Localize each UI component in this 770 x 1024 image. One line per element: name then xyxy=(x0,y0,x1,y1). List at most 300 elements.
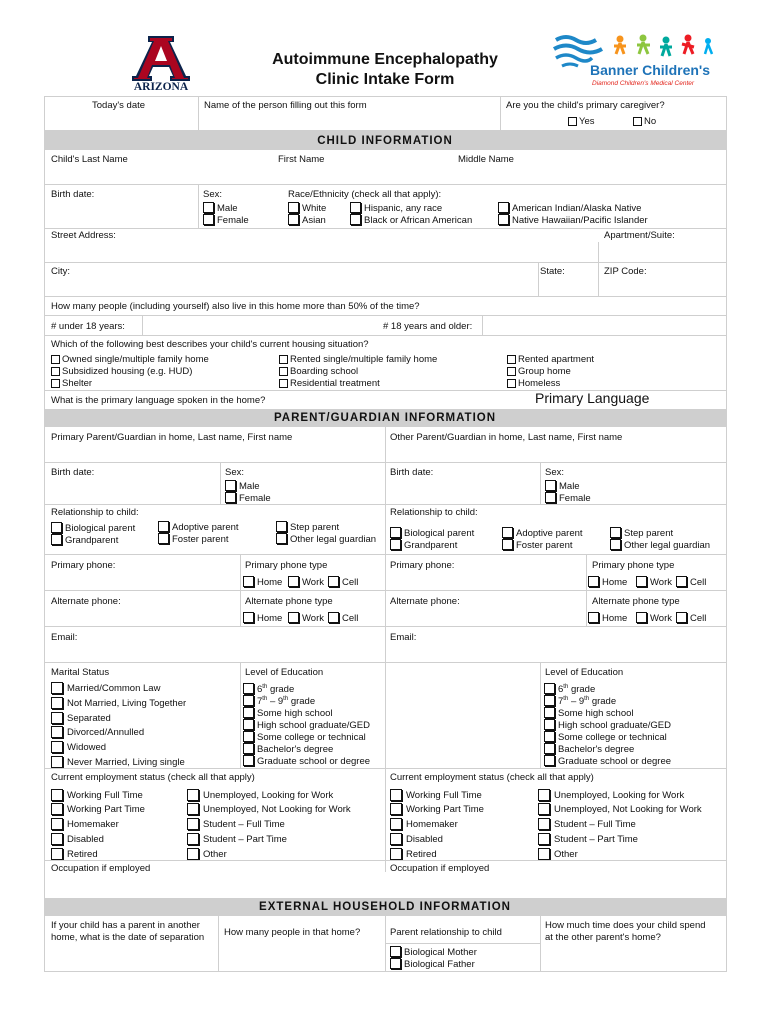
option-label: Home xyxy=(257,613,283,624)
housing-question: Which of the following best describes your child's current housing situation? xyxy=(51,339,369,350)
option-label: 7 xyxy=(257,696,263,707)
parent1-emp-part-time-option[interactable] xyxy=(51,803,145,815)
checkbox[interactable] xyxy=(276,533,287,544)
parent1-edu-7-9-option[interactable] xyxy=(243,695,315,707)
primary-parent-name-label: Primary Parent/Guardian in home, Last name, First name xyxy=(51,432,293,443)
option-label: Work xyxy=(650,613,672,624)
checkbox[interactable] xyxy=(243,743,254,754)
option-label: Work xyxy=(302,577,324,588)
parent1-education-label: Level of Education xyxy=(245,667,324,678)
checkbox[interactable] xyxy=(225,480,236,491)
option-label: Some high school xyxy=(257,708,333,719)
row-line xyxy=(385,943,540,944)
parent2-edu-graduate-option[interactable] xyxy=(544,755,671,767)
parent1-emp-disabled-option[interactable] xyxy=(51,833,104,845)
housing-subsidized-option[interactable] xyxy=(51,366,192,377)
col-line xyxy=(240,590,241,626)
parent1-alternate-phone-type-label: Alternate phone type xyxy=(245,596,333,607)
checkbox[interactable] xyxy=(390,789,402,801)
parent2-step-option[interactable] xyxy=(610,527,673,539)
parent2-emp-other-option[interactable] xyxy=(538,848,578,860)
separation-date-question-line2: home, what is the date of separation xyxy=(51,932,205,943)
checkbox[interactable] xyxy=(187,833,199,845)
parent2-primary-home-option[interactable] xyxy=(588,576,627,588)
checkbox[interactable] xyxy=(243,731,254,742)
parent2-foster-option[interactable] xyxy=(502,539,573,551)
checkbox[interactable] xyxy=(636,612,647,623)
primary-language-input[interactable]: Primary Language xyxy=(535,390,650,406)
banner-logo-text: Banner Children's xyxy=(590,62,711,78)
option-label: Working Full Time xyxy=(67,790,143,801)
col-line xyxy=(385,427,386,872)
checkbox[interactable] xyxy=(390,848,402,860)
parent1-emp-full-time-option[interactable] xyxy=(51,789,143,801)
option-label: Adoptive parent xyxy=(516,528,583,539)
checkbox[interactable] xyxy=(390,958,401,969)
option-label: Unemployed, Not Looking for Work xyxy=(554,804,702,815)
children-figures-icon xyxy=(608,34,718,64)
superscript: th xyxy=(563,696,569,702)
checkbox[interactable] xyxy=(276,521,287,532)
child-sex-male-option[interactable] xyxy=(203,202,238,214)
parent2-other-legal-option[interactable] xyxy=(610,539,710,551)
checkbox[interactable] xyxy=(544,719,555,730)
col-line xyxy=(598,262,599,296)
checkbox[interactable] xyxy=(498,214,509,225)
checkbox[interactable] xyxy=(610,539,621,550)
parent1-relationship-label: Relationship to child: xyxy=(51,507,139,518)
checkbox[interactable] xyxy=(676,576,687,587)
parent2-female-option[interactable] xyxy=(545,492,591,504)
race-black-option[interactable] xyxy=(350,214,472,226)
option-label: Rented apartment xyxy=(518,354,595,365)
parent2-emp-student-part-option[interactable] xyxy=(538,833,638,845)
parent2-emp-full-time-option[interactable] xyxy=(390,789,482,801)
superscript: th xyxy=(563,684,569,690)
housing-residential-option[interactable] xyxy=(279,378,380,389)
checkbox[interactable] xyxy=(243,719,254,730)
caregiver-no-option[interactable] xyxy=(633,116,656,127)
parent2-edu-some-college-option[interactable] xyxy=(544,731,667,743)
arizona-a-icon xyxy=(128,34,194,82)
option-label: Biological Father xyxy=(404,959,475,970)
checkbox[interactable] xyxy=(243,707,254,718)
checkbox[interactable] xyxy=(225,492,236,503)
checkbox[interactable] xyxy=(51,756,63,768)
marital-not-married-option[interactable] xyxy=(51,697,186,709)
option-label: Residential treatment xyxy=(290,378,380,389)
option-label: Step parent xyxy=(290,522,340,533)
option-label: Other legal guardian xyxy=(624,540,711,551)
row-line xyxy=(44,504,726,505)
parent2-alternate-home-option[interactable] xyxy=(588,612,627,624)
parent1-edu-some-college-option[interactable] xyxy=(243,731,366,743)
parent2-edu-6th-option[interactable] xyxy=(544,683,595,695)
parent1-female-option[interactable] xyxy=(225,492,271,504)
checkbox[interactable] xyxy=(243,683,254,694)
bio-father-option[interactable] xyxy=(390,958,475,970)
checkbox[interactable] xyxy=(507,355,516,364)
parent2-emp-homemaker-option[interactable] xyxy=(390,818,458,830)
checkbox[interactable] xyxy=(288,612,299,623)
race-hawaiian-option[interactable] xyxy=(498,214,648,226)
parent2-biological-option[interactable] xyxy=(390,527,474,539)
housing-rented-apartment-option[interactable] xyxy=(507,354,594,365)
apartment-label: Apartment/Suite: xyxy=(604,230,675,241)
form-title-line1: Autoimmune Encephalopathy xyxy=(272,51,498,68)
child-middle-name-label: Middle Name xyxy=(458,154,514,165)
parent2-edu-bachelors-option[interactable] xyxy=(544,743,634,755)
todays-date-label: Today's date xyxy=(92,100,146,111)
checkbox[interactable] xyxy=(243,612,254,623)
option-label: Some college or technical xyxy=(558,732,667,743)
option-label: High school graduate/GED xyxy=(558,720,672,731)
checkbox[interactable] xyxy=(350,202,361,213)
option-label: Working Part Time xyxy=(67,804,145,815)
parent1-emp-other-option[interactable] xyxy=(187,848,227,860)
checkbox[interactable] xyxy=(51,741,63,753)
university-of-arizona-logo xyxy=(128,34,194,96)
checkbox[interactable] xyxy=(203,202,214,213)
marital-never-married-option[interactable] xyxy=(51,756,185,768)
option-label: Yes xyxy=(579,116,595,127)
housing-boarding-option[interactable] xyxy=(279,366,358,377)
marital-status-label: Marital Status xyxy=(51,667,110,678)
option-label: Retired xyxy=(406,849,437,860)
checkbox[interactable] xyxy=(51,697,63,709)
parent1-male-option[interactable] xyxy=(225,480,260,492)
checkbox[interactable] xyxy=(279,355,288,364)
checkbox[interactable] xyxy=(544,743,555,754)
checkbox[interactable] xyxy=(279,379,288,388)
checkbox[interactable] xyxy=(51,379,60,388)
checkbox[interactable] xyxy=(390,539,401,550)
checkbox[interactable] xyxy=(538,848,550,860)
checkbox[interactable] xyxy=(544,731,555,742)
parent2-alternate-cell-option[interactable] xyxy=(676,612,706,624)
marital-widowed-option[interactable] xyxy=(51,741,106,753)
option-label: Male xyxy=(217,203,238,214)
option-label: Unemployed, Looking for Work xyxy=(554,790,685,801)
option-label: Cell xyxy=(690,577,707,588)
person-filling-label: Name of the person filling out this form xyxy=(204,100,367,111)
option-label: Retired xyxy=(67,849,98,860)
people-in-home-question: How many people (including yourself) also live in this home more than 50% of the time? xyxy=(51,301,420,312)
checkbox[interactable] xyxy=(51,682,63,694)
checkbox[interactable] xyxy=(545,492,556,503)
checkbox[interactable] xyxy=(538,803,550,815)
parent1-primary-home-option[interactable] xyxy=(243,576,282,588)
parent1-alternate-phone-label: Alternate phone: xyxy=(51,596,121,607)
form-right-border xyxy=(726,96,727,972)
parent2-grandparent-option[interactable] xyxy=(390,539,457,551)
option-label: grade xyxy=(568,684,596,695)
option-label: Foster parent xyxy=(172,534,229,545)
other-parent-name-label: Other Parent/Guardian in home, Last name, First name xyxy=(390,432,623,443)
checkbox[interactable] xyxy=(51,355,60,364)
checkbox[interactable] xyxy=(610,527,621,538)
checkbox[interactable] xyxy=(538,789,550,801)
option-label: Owned single/multiple family home xyxy=(62,354,209,365)
parent2-primary-work-option[interactable] xyxy=(636,576,672,588)
option-label: Home xyxy=(257,577,283,588)
col-line xyxy=(198,96,199,130)
parent1-alternate-cell-option[interactable] xyxy=(328,612,358,624)
checkbox[interactable] xyxy=(502,527,513,538)
checkbox[interactable] xyxy=(288,576,299,587)
option-label: Cell xyxy=(342,613,359,624)
checkbox[interactable] xyxy=(51,803,63,815)
child-sex-female-option[interactable] xyxy=(203,214,249,226)
checkbox[interactable] xyxy=(51,833,63,845)
checkbox[interactable] xyxy=(390,527,401,538)
checkbox[interactable] xyxy=(243,576,254,587)
time-at-other-home-question-line2: at the other parent's home? xyxy=(545,932,661,943)
parent1-other-legal-option[interactable] xyxy=(276,533,376,545)
parent1-primary-cell-option[interactable] xyxy=(328,576,358,588)
option-label: 6 xyxy=(558,684,564,695)
child-first-name-label: First Name xyxy=(278,154,325,165)
col-line xyxy=(500,96,501,130)
option-label: Graduate school or degree xyxy=(558,756,672,767)
option-label: Cell xyxy=(342,577,359,588)
option-label: No xyxy=(644,116,657,127)
checkbox[interactable] xyxy=(588,576,599,587)
checkbox[interactable] xyxy=(51,726,63,738)
checkbox[interactable] xyxy=(51,818,63,830)
parent2-primary-phone-type-label: Primary phone type xyxy=(592,560,675,571)
parent2-emp-unemployed-not-looking-option[interactable] xyxy=(538,803,702,815)
parent1-emp-retired-option[interactable] xyxy=(51,848,98,860)
parent2-edu-hs-grad-option[interactable] xyxy=(544,719,671,731)
option-label: 6 xyxy=(257,684,263,695)
option-label: Step parent xyxy=(624,528,674,539)
option-label: Biological Mother xyxy=(404,947,477,958)
parent2-edu-some-hs-option[interactable] xyxy=(544,707,634,719)
checkbox[interactable] xyxy=(243,695,254,706)
row-line xyxy=(44,590,726,591)
option-label: White xyxy=(302,203,327,214)
parent2-alternate-phone-type-label: Alternate phone type xyxy=(592,596,680,607)
housing-owned-option[interactable] xyxy=(51,354,209,365)
option-label: American Indian/Alaska Native xyxy=(512,203,642,214)
row-line xyxy=(44,315,726,316)
parent1-primary-phone-label: Primary phone: xyxy=(51,560,116,571)
zip-label: ZIP Code: xyxy=(604,266,647,277)
parent2-emp-retired-option[interactable] xyxy=(390,848,437,860)
col-line xyxy=(220,462,221,504)
option-label: Working Full Time xyxy=(406,790,482,801)
checkbox[interactable] xyxy=(203,214,214,225)
child-sex-label: Sex: xyxy=(203,189,223,200)
bio-mother-option[interactable] xyxy=(390,946,477,958)
checkbox[interactable] xyxy=(633,117,642,126)
row-line xyxy=(44,96,726,97)
race-label: Race/Ethnicity (check all that apply): xyxy=(288,189,442,200)
checkbox[interactable] xyxy=(544,695,555,706)
checkbox[interactable] xyxy=(676,612,687,623)
option-label: Female xyxy=(559,493,591,504)
parent1-grandparent-option[interactable] xyxy=(51,534,118,546)
option-label: Working Part Time xyxy=(406,804,484,815)
checkbox[interactable] xyxy=(545,480,556,491)
housing-rented-home-option[interactable] xyxy=(279,354,437,365)
parent1-edu-some-hs-option[interactable] xyxy=(243,707,333,719)
checkbox[interactable] xyxy=(544,683,555,694)
checkbox[interactable] xyxy=(568,117,577,126)
checkbox[interactable] xyxy=(507,379,516,388)
option-label: Asian xyxy=(302,215,326,226)
option-label: Grandparent xyxy=(404,540,458,551)
checkbox[interactable] xyxy=(51,367,60,376)
checkbox[interactable] xyxy=(51,534,62,545)
parent1-emp-student-part-option[interactable] xyxy=(187,833,287,845)
option-label: Some college or technical xyxy=(257,732,366,743)
checkbox[interactable] xyxy=(288,214,299,225)
checkbox[interactable] xyxy=(544,707,555,718)
parent2-primary-cell-option[interactable] xyxy=(676,576,706,588)
checkbox[interactable] xyxy=(390,946,401,957)
option-label: Divorced/Annulled xyxy=(67,727,145,738)
checkbox[interactable] xyxy=(636,576,647,587)
option-label: Homemaker xyxy=(67,819,119,830)
col-line xyxy=(240,662,241,768)
parent2-alternate-work-option[interactable] xyxy=(636,612,672,624)
checkbox[interactable] xyxy=(390,833,402,845)
option-label: Other xyxy=(554,849,578,860)
checkbox[interactable] xyxy=(51,789,63,801)
option-label: Some high school xyxy=(558,708,634,719)
checkbox[interactable] xyxy=(390,818,402,830)
parent2-adoptive-option[interactable] xyxy=(502,527,583,539)
superscript: th xyxy=(262,696,268,702)
col-line xyxy=(540,916,541,972)
parent2-birth-date-label: Birth date: xyxy=(390,467,434,478)
option-label: Group home xyxy=(518,366,571,377)
parent2-emp-unemployed-looking-option[interactable] xyxy=(538,789,684,801)
option-label: Foster parent xyxy=(516,540,573,551)
checkbox[interactable] xyxy=(498,202,509,213)
option-label: Hispanic, any race xyxy=(364,203,443,214)
child-birth-date-label: Birth date: xyxy=(51,189,95,200)
checkbox[interactable] xyxy=(187,848,199,860)
col-line xyxy=(482,315,483,335)
parent2-emp-disabled-option[interactable] xyxy=(390,833,443,845)
checkbox[interactable] xyxy=(187,803,199,815)
checkbox[interactable] xyxy=(538,833,550,845)
checkbox[interactable] xyxy=(288,202,299,213)
checkbox[interactable] xyxy=(507,367,516,376)
parent1-foster-option[interactable] xyxy=(158,533,229,545)
option-label: Separated xyxy=(67,713,111,724)
col-line xyxy=(540,662,541,768)
parent1-primary-work-option[interactable] xyxy=(288,576,324,588)
parent1-adoptive-option[interactable] xyxy=(158,521,239,533)
parent1-alternate-work-option[interactable] xyxy=(288,612,324,624)
checkbox[interactable] xyxy=(328,576,339,587)
marital-divorced-option[interactable] xyxy=(51,726,144,738)
parent1-emp-unemployed-looking-option[interactable] xyxy=(187,789,333,801)
parent-guardian-header: PARENT/GUARDIAN INFORMATION xyxy=(44,409,726,427)
housing-shelter-option[interactable] xyxy=(51,378,92,389)
parent1-emp-homemaker-option[interactable] xyxy=(51,818,119,830)
row-line xyxy=(44,971,726,972)
option-label: Student – Part Time xyxy=(554,834,638,845)
caregiver-yes-option[interactable] xyxy=(568,116,595,127)
option-label: Bachelor's degree xyxy=(257,744,334,755)
race-american-indian-option[interactable] xyxy=(498,202,641,214)
parent1-edu-graduate-option[interactable] xyxy=(243,755,370,767)
checkbox[interactable] xyxy=(51,712,63,724)
option-label: Cell xyxy=(690,613,707,624)
parent1-email-label: Email: xyxy=(51,632,78,643)
marital-separated-option[interactable] xyxy=(51,712,111,724)
col-line xyxy=(385,916,386,972)
option-label: Disabled xyxy=(67,834,104,845)
parent2-emp-student-full-option[interactable] xyxy=(538,818,636,830)
parent1-biological-option[interactable] xyxy=(51,522,135,534)
parent1-edu-bachelors-option[interactable] xyxy=(243,743,333,755)
race-white-option[interactable] xyxy=(288,202,326,214)
checkbox[interactable] xyxy=(544,755,555,766)
parent1-emp-student-full-option[interactable] xyxy=(187,818,285,830)
checkbox[interactable] xyxy=(158,521,169,532)
checkbox[interactable] xyxy=(538,818,550,830)
superscript: th xyxy=(584,696,590,702)
option-label: Home xyxy=(602,577,628,588)
row-line xyxy=(44,554,726,555)
option-label: Unemployed, Looking for Work xyxy=(203,790,334,801)
housing-group-home-option[interactable] xyxy=(507,366,571,377)
checkbox[interactable] xyxy=(51,522,62,533)
parent1-step-option[interactable] xyxy=(276,521,339,533)
checkbox[interactable] xyxy=(187,818,199,830)
parent2-emp-part-time-option[interactable] xyxy=(390,803,484,815)
checkbox[interactable] xyxy=(158,533,169,544)
option-label: grade xyxy=(288,696,316,707)
parent1-occupation-label: Occupation if employed xyxy=(51,863,151,874)
option-label: Subsidized housing (e.g. HUD) xyxy=(62,366,193,377)
row-line xyxy=(44,860,726,861)
option-label: Not Married, Living Together xyxy=(67,698,187,709)
checkbox[interactable] xyxy=(51,848,63,860)
checkbox[interactable] xyxy=(187,789,199,801)
checkbox[interactable] xyxy=(350,214,361,225)
checkbox[interactable] xyxy=(243,755,254,766)
housing-homeless-option[interactable] xyxy=(507,378,560,389)
checkbox[interactable] xyxy=(502,539,513,550)
checkbox[interactable] xyxy=(390,803,402,815)
parent1-emp-unemployed-not-looking-option[interactable] xyxy=(187,803,351,815)
parent1-alternate-home-option[interactable] xyxy=(243,612,282,624)
parent2-male-option[interactable] xyxy=(545,480,580,492)
race-asian-option[interactable] xyxy=(288,214,326,226)
option-label: Biological parent xyxy=(65,523,136,534)
external-household-header: EXTERNAL HOUSEHOLD INFORMATION xyxy=(44,898,726,916)
parent2-edu-7-9-option[interactable] xyxy=(544,695,616,707)
checkbox[interactable] xyxy=(279,367,288,376)
parent2-relationship-label: Relationship to child: xyxy=(390,507,478,518)
marital-married-option[interactable] xyxy=(51,682,160,694)
parent1-edu-6th-option[interactable] xyxy=(243,683,294,695)
option-label: Student – Full Time xyxy=(203,819,285,830)
checkbox[interactable] xyxy=(328,612,339,623)
row-line xyxy=(44,184,726,185)
race-hispanic-option[interactable] xyxy=(350,202,442,214)
checkbox[interactable] xyxy=(588,612,599,623)
form-title-line2: Clinic Intake Form xyxy=(315,71,455,88)
parent1-edu-hs-grad-option[interactable] xyxy=(243,719,370,731)
